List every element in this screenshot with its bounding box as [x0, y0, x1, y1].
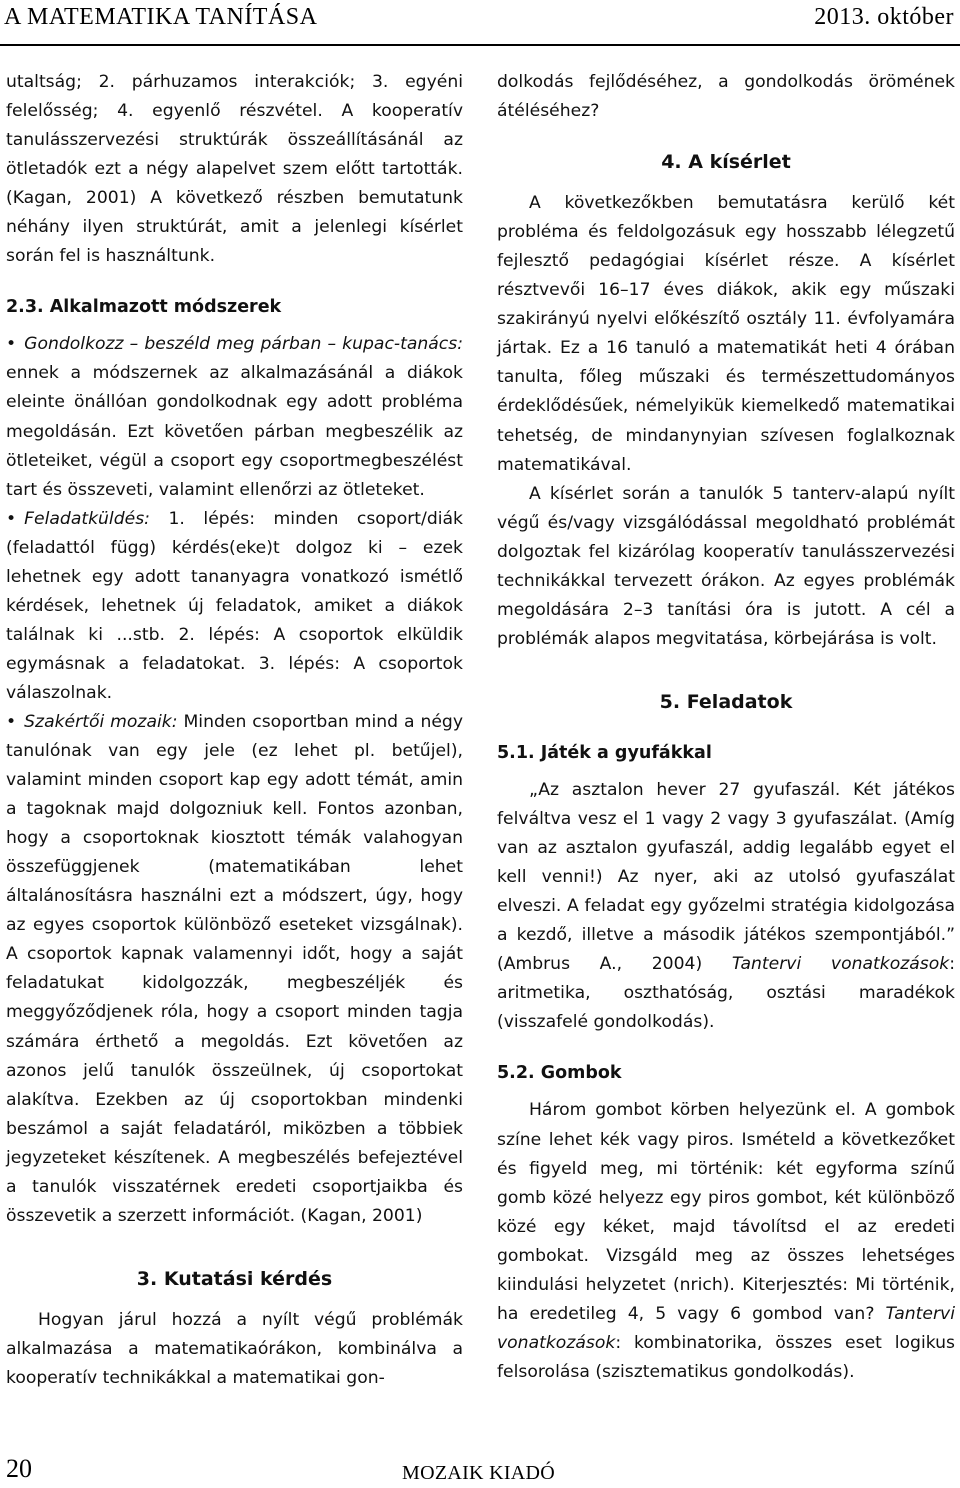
bullet-expert-mosaic-term: Szakértői mozaik: — [24, 711, 178, 732]
left-column — [6, 68, 463, 1393]
subsection-5-2-paragraph — [497, 1096, 955, 1386]
buttons-problem-text: Három gombot körben helyezünk el. A gombok színe lehet kék vagy piros. Ismételd a következőket és figyeld meg, mi történik: két egyforma színű gomb közé helyezz egy piros gombot, két különböző közé egy kéket, majd távolítsd el az eredeti gombokat. Vizsgáld meg az összes lehetséges kiindulási helyzetet (nrich). Kiterjesztés: Mi történik, ha eredetileg 4, 5 vagy 6 gombod van? — [497, 1100, 955, 1324]
curriculum-term: Tantervi vonatkozások — [731, 954, 950, 975]
intro-paragraph: utaltság; 2. párhuzamos interakciók; 3. egyéni felelősség; 4. egyenlő részvétel. A kooperatív tanulásszervezési struktúrák összeállításánál az ötletadók ezt a négy alapelvet szem előtt tartották. (Kagan, 2001) A következő részben bemutatunk néhány ilyen struktúrát, amit a jelenlegi kísérlet során fel is használtunk. — [6, 72, 463, 267]
curriculum-term: Tantervi vonatkozások — [497, 1303, 955, 1353]
publisher-name: MOZAIK KIADÓ — [402, 1462, 556, 1484]
section-4-title: 4. A kísérlet — [661, 151, 791, 174]
bullet-expert-mosaic — [6, 708, 463, 1231]
page-header — [0, 0, 960, 46]
bullet-task-send-text: 1. lépés: minden csoport/diák (feladattól függ) kérdés(eke)t dolgoz ki – ezek lehetnek egy adott tananyagra vonatkozó ismétlő kérdések, lehetnek új feladatok, amiket a diákok találnak ki ...stb. 2. lépés: A csoportok elküldik egymásnak a feladatokat. 3. lépés: A csoportok válaszolnak. — [6, 508, 463, 703]
section-2-3-title: 2.3. Alkalmazott módszerek — [6, 297, 282, 318]
section-5-title: 5. Feladatok — [659, 690, 793, 713]
section-4-paragraph-1: A következőkben bemutatásra kerülő két probléma és feldolgozásuk egy hosszabb lélegzetű fejlesztő pedagógiai kísérlet része. A kísérlet résztvevői 16–17 éves diákok, akik egy műszaki szakirányú nyelvi előkészítő osztály 11. évfolyamára jártak. Ez a 16 tanuló a matematikát heti 4 órában tanulta, főleg műszaki és természettudományos érdeklődésűek, némelyikük kiemelkedő matematikai tehetség, de mindanynyian szívesen foglalkoznak matematikával. — [497, 193, 955, 475]
subsection-5-1-title: 5.1. Játék a gyufákkal — [497, 742, 712, 763]
section-3-paragraph: Hogyan járul hozzá a nyílt végű problémák alkalmazása a matematikaórákon, kombinálva a kooperatív technikákkal a matematikai gon- — [6, 1309, 463, 1388]
subsection-5-1-paragraph — [497, 776, 955, 1037]
bullet-think-pair-text: ennek a módszernek az alkalmazásánál a diákok eleinte önállóan gondolkodnak egy adott probléma megoldásán. Ezt követően párban megbeszélik az ötleteiket, végül a csoport egy csoportmegbeszélést tart és összeveti, valamint ellenőrzi az ötleteket. — [6, 363, 463, 500]
bullet-think-pair-term: Gondolkozz – beszéld meg párban – kupac-tanács: — [24, 334, 463, 355]
curriculum-topics: : kombinatorika, összes eset logikus felsorolása (szisztematikus gondolkodás). — [497, 1332, 955, 1382]
section-4-paragraph-2: A kísérlet során a tanulók 5 tanterv-alapú nyílt végű és/vagy vizsgálódással megoldható problémát dolgoztak fel kizárólag kooperatív tanulásszervezési technikákkal tervezett órákon. Az egyes problémák megoldására 2–3 tanítási óra is jutott. A cél a problémák alapos megvitatása, körbejárása is volt. — [497, 483, 955, 649]
bullet-think-pair — [6, 330, 463, 504]
bullet-task-send-term: Feladatküldés: — [24, 508, 150, 529]
page-number: 20 — [6, 1454, 32, 1483]
subsection-5-2-title: 5.2. Gombok — [497, 1063, 622, 1084]
continuation-paragraph: dolkodás fejlődéséhez, a gondolkodás örömének átéléséhez? — [497, 72, 955, 122]
issue-date: 2013. október — [814, 4, 954, 30]
journal-title: A MATEMATIKA TANÍTÁSA — [4, 4, 318, 30]
matchstick-problem-text: „Az asztalon hever 27 gyufaszál. Két játékos felváltva vesz el 1 vagy 2 vagy 3 gyufaszálat. (Amíg van az asztalon gyufaszál, addig legalább egyet el kell venni!) Az nyer, aki az utolsó gyufaszálat elveszi. A feladat egy győzelmi stratégia kidolgozása a kezdő, illetve a második játékos szempontjából.” (Ambrus A., 2004) — [497, 779, 955, 975]
bullet-task-send — [6, 505, 463, 708]
right-column — [497, 68, 955, 1387]
section-3-title: 3. Kutatási kérdés — [136, 1267, 333, 1290]
bullet-expert-mosaic-text: Minden csoportban mind a négy tanulónak van egy jele (ez lehet pl. betűjel), valamint minden csoport kap egy adott témát, amin a tagoknak majd dolgozniuk kell. Fontos azonban, hogy a csoportoknak kiosztott témák valahogyan összefüggjenek (matematikában lehet általánosításra használni ezt a módszert, úgy, hogy az egyes csoportok különböző eseteket vizsgálnak). A csoportok kapnak valamennyi időt, hogy a saját feladatukat kidolgozzák, megbeszéljék és meggyőződjenek róla, hogy a csoport minden tagja számára érthető a megoldás. Ezt követően az azonos jelű tanulók összeülnek, új csoportokat alakítva. Ezekben az új csoportokban mindenki beszámol a saját feladatáról, miközben a többiek jegyzeteket készítenek. A megbeszélés befejeztével a tanulók visszatérnek eredeti csoportjaikba és összevetik a szerzett információt. (Kagan, 2001) — [6, 711, 463, 1226]
curriculum-topics: : aritmetika, oszthatóság, osztási maradékok (visszafelé gondolkodás). — [497, 954, 955, 1033]
